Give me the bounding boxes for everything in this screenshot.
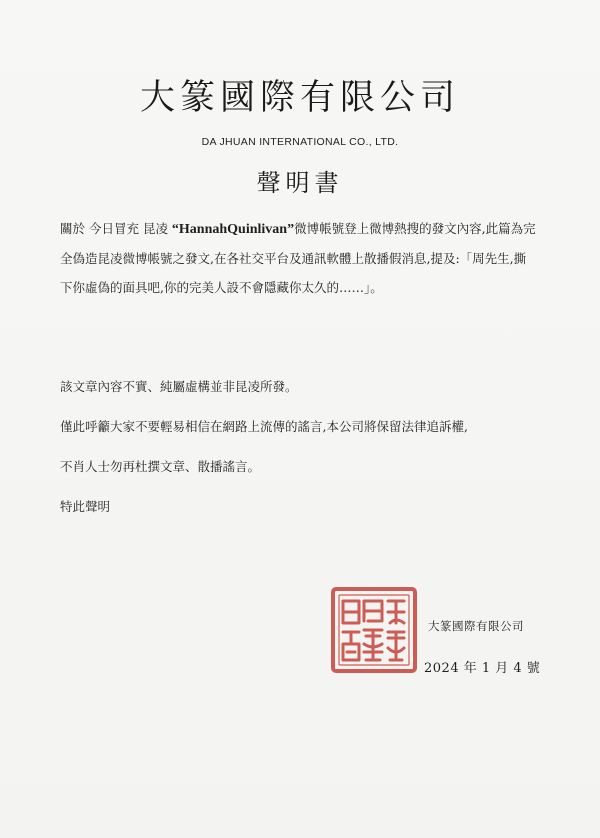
weibo-handle: “HannahQuinlivan” [171,222,295,237]
signature-company-name: 大篆國際有限公司 [428,619,524,633]
statement-paragraph-4: 不肖人士勿再杜撰文章、散播謠言。 [60,459,261,474]
statement-paragraph-1 [60,214,538,302]
statement-closing: 特此聲明 [60,499,111,514]
company-seal-stamp [330,586,418,674]
paragraph-1-prefix: 關於 今日冒充 昆凌 [60,221,172,236]
company-name-english: DA JHUAN INTERNATIONAL CO., LTD. [201,136,399,148]
statement-paragraph-3: 僅此呼籲大家不要輕易相信在網路上流傳的謠言,本公司將保留法律追訴權, [60,419,468,434]
signature-date: 2024 年 1 月 4 號 [424,661,541,676]
paragraph-1-suffix: 微博帳號登上微博熱搜的發文內容,此篇為完全偽造昆凌微博帳號之發文,在各社交平台及通訊軟體上散播假消息,提及:「周先生,撕下你虛偽的面具吧,你的完美人設不會隱藏你太久的……」。 [60,221,536,295]
statement-paragraph-2: 該文章內容不實、純屬虛構並非昆凌所發。 [60,379,298,394]
company-name-heading: 大篆國際有限公司 [139,78,460,118]
document-title: 聲明書 [256,169,344,197]
